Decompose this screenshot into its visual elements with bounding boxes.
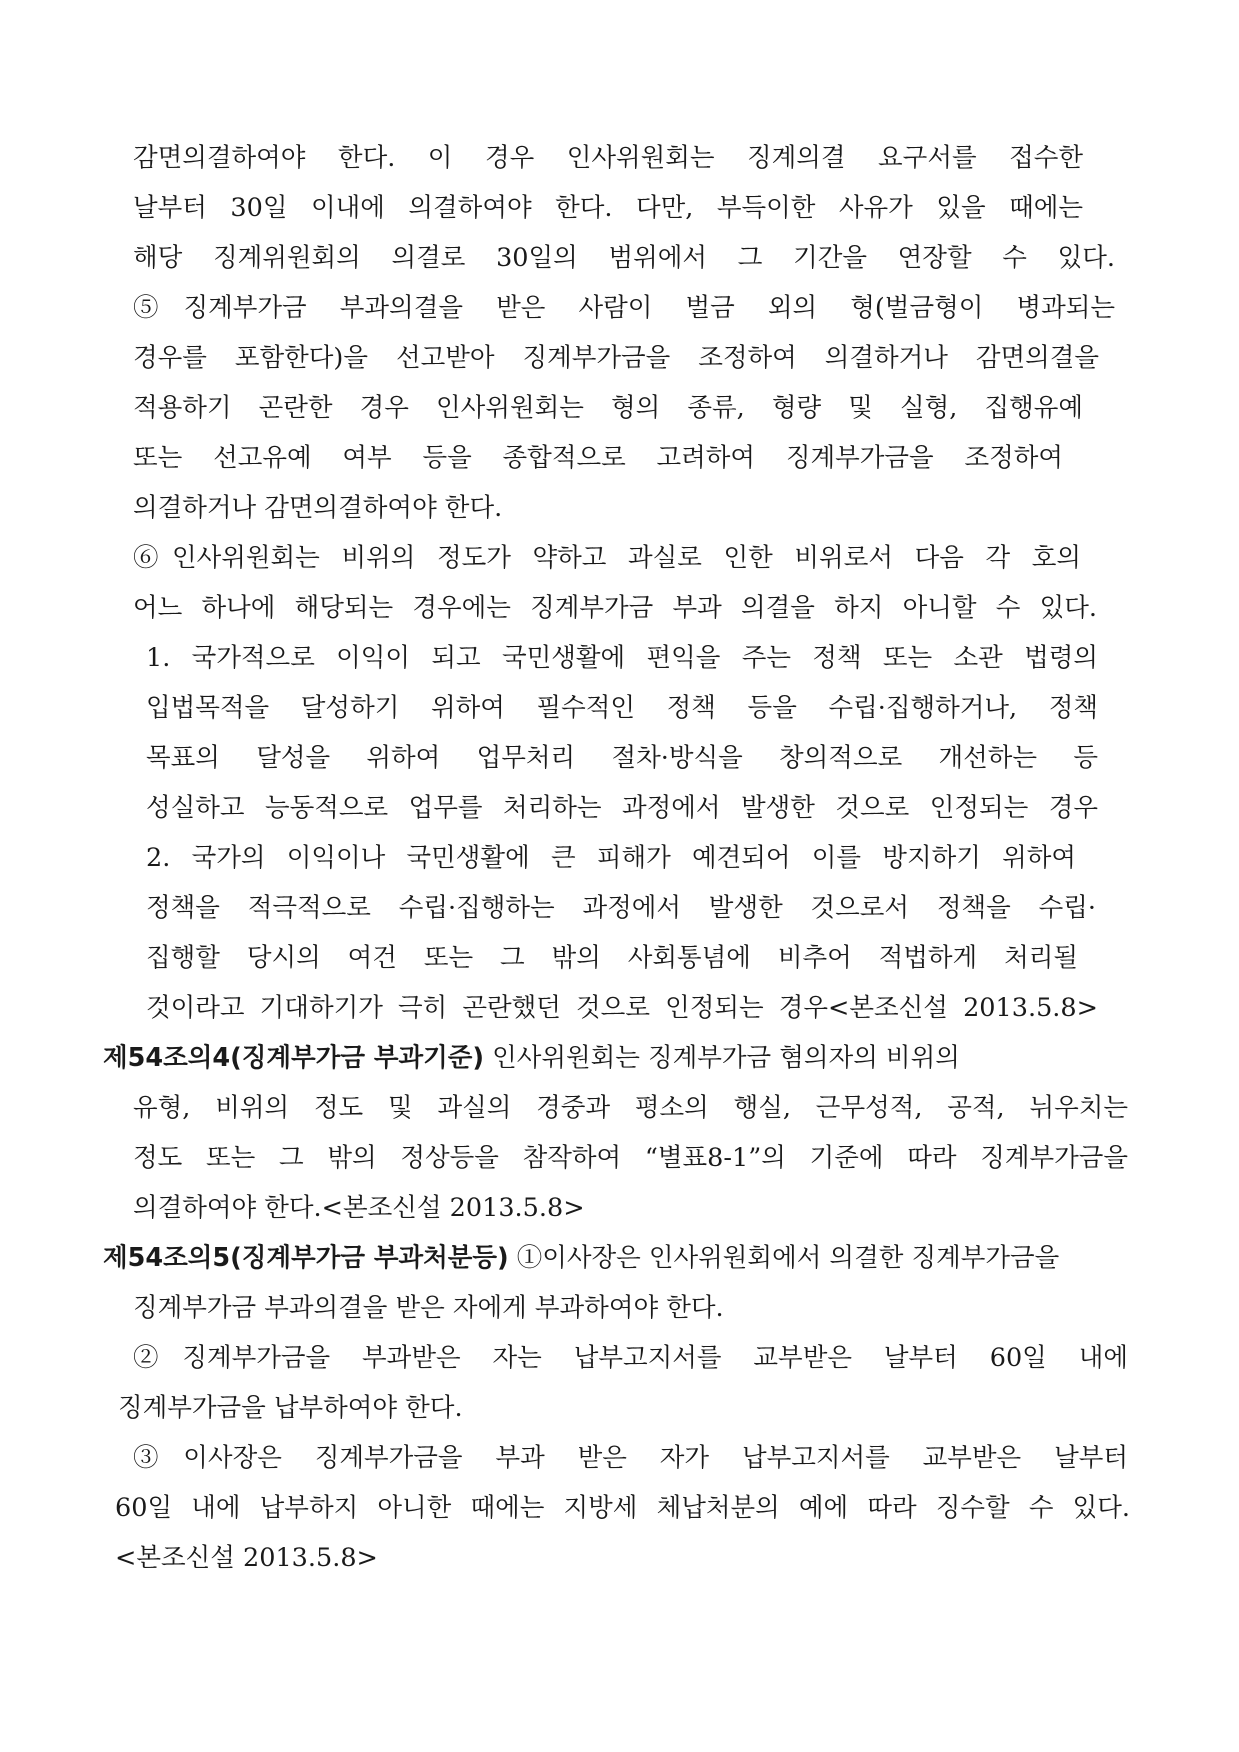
list-item-continuation: 집행할 당시의 여건 또는 그 밖의 사회통념에 비추어 적법하게 처리될 xyxy=(146,943,1078,973)
text-line: 정도 또는 그 밖의 정상등을 참작하여 “별표8-1”의 기준에 따라 징계부가금을 xyxy=(133,1143,1128,1173)
list-item-continuation: 것이라고 기대하기가 극히 곤란했던 것으로 인정되는 경우<본조신설 2013.5.8> xyxy=(146,993,1098,1023)
article-text: 인사위원회는 징계부가금 혐의자의 비위의 xyxy=(484,1043,960,1073)
text-line: 징계부가금을 납부하여야 한다. xyxy=(118,1393,463,1423)
list-item-continuation: 목표의 달성을 위하여 업무처리 절차·방식을 창의적으로 개선하는 등 xyxy=(146,743,1098,773)
text-line: 어느 하나에 해당되는 경우에는 징계부가금 부과 의결을 하지 아니할 수 있다. xyxy=(133,593,1097,623)
text-line: 날부터 30일 이내에 의결하여야 한다. 다만, 부득이한 사유가 있을 때에는 xyxy=(133,193,1083,223)
list-item: 2. 국가의 이익이나 국민생활에 큰 피해가 예견되어 이를 방지하기 위하여 xyxy=(146,843,1076,873)
article-text: ①이사장은 인사위원회에서 의결한 징계부가금을 xyxy=(508,1243,1060,1273)
text-line: 의결하여야 한다.<본조신설 2013.5.8> xyxy=(133,1193,585,1223)
list-item-continuation: 입법목적을 달성하기 위하여 필수적인 정책 등을 수립·집행하거나, 정책 xyxy=(146,693,1098,723)
article-54-4-first-line xyxy=(103,1038,1133,1078)
text-line: ②징계부가금을 부과받은 자는 납부고지서를 교부받은 날부터 60일 내에 xyxy=(133,1343,1128,1373)
text-line: 의결하거나 감면의결하여야 한다. xyxy=(133,493,503,523)
list-item-continuation: 정책을 적극적으로 수립·집행하는 과정에서 발생한 것으로서 정책을 수립· xyxy=(146,893,1096,923)
text-line: 감면의결하여야 한다. 이 경우 인사위원회는 징계의결 요구서를 접수한 xyxy=(133,143,1083,173)
text-line: 적용하기 곤란한 경우 인사위원회는 형의 종류, 형량 및 실형, 집행유예 xyxy=(133,393,1083,423)
text-line: ⑤징계부가금 부과의결을 받은 사람이 벌금 외의 형(벌금형이 병과되는 xyxy=(133,293,1115,323)
text-line: 유형, 비위의 정도 및 과실의 경중과 평소의 행실, 근무성적, 공적, 뉘우치는 xyxy=(133,1093,1128,1123)
text-line: 징계부가금 부과의결을 받은 자에게 부과하여야 한다. xyxy=(133,1293,724,1323)
list-item: 1. 국가적으로 이익이 되고 국민생활에 편익을 주는 정책 또는 소관 법령의 xyxy=(146,643,1098,673)
text-line: <본조신설 2013.5.8> xyxy=(115,1543,378,1573)
text-line: 60일 내에 납부하지 아니한 때에는 지방세 체납처분의 예에 따라 징수할 수 있다. xyxy=(115,1493,1130,1523)
text-line: ③이사장은 징계부가금을 부과 받은 자가 납부고지서를 교부받은 날부터 xyxy=(133,1443,1128,1473)
article-heading: 제54조의5(징계부가금 부과처분등) xyxy=(103,1243,509,1273)
list-item-continuation: 성실하고 능동적으로 업무를 처리하는 과정에서 발생한 것으로 인정되는 경우 xyxy=(146,793,1098,823)
article-heading: 제54조의4(징계부가금 부과기준) xyxy=(103,1043,485,1073)
text-line: 경우를 포함한다)을 선고받아 징계부가금을 조정하여 의결하거나 감면의결을 xyxy=(133,343,1099,373)
text-line: 또는 선고유예 여부 등을 종합적으로 고려하여 징계부가금을 조정하여 xyxy=(133,443,1063,473)
text-line: 해당 징계위원회의 의결로 30일의 범위에서 그 기간을 연장할 수 있다. xyxy=(133,243,1115,273)
text-line: ⑥인사위원회는 비위의 정도가 약하고 과실로 인한 비위로서 다음 각 호의 xyxy=(133,543,1081,573)
article-54-5-first-line xyxy=(103,1238,1133,1278)
